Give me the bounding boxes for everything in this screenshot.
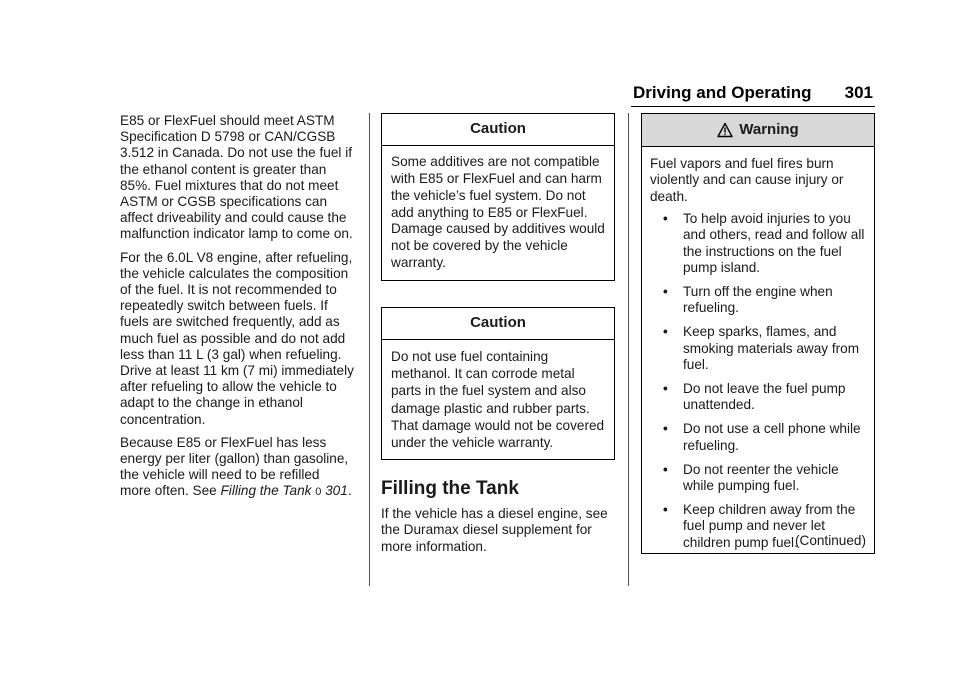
column-middle [381,113,615,562]
list-item: • Keep sparks, flames, and smoking materials away from fuel. [663,324,860,372]
paragraph-diesel-note: If the vehicle has a diesel engine, see the Duramax diesel supplement for more information. [381,506,608,554]
bullet-icon: • [663,502,668,518]
bullet-icon: • [663,211,668,227]
warning-intro: Fuel vapors and fuel fires burn violently and can cause injury or death. [650,156,844,204]
xref-page-number[interactable]: 301 [325,483,348,499]
bullet-icon: • [663,461,668,477]
list-item: • To help avoid injuries to you and others, read and follow all the instructions on the fuel pump island. [663,211,865,275]
caution-body: Do not use fuel containing methanol. It can corrode metal parts in the fuel system and also damage plastic and rubber parts. That damage would not be covered under the vehicle warranty. [391,348,605,450]
list-item: • Keep children away from the fuel pump and never let children pump fuel. [663,502,856,550]
caution-body: Some additives are not compatible with E85 or FlexFuel and can harm the vehicle’s fuel system. Do not add anything to E85 or FlexFuel. Damage caused by additives would not be covered by the vehicle warranty. [391,154,605,270]
list-item: • Do not use a cell phone while refueling. [663,421,861,453]
header-section-title: Driving and Operating [633,83,812,102]
page-ref-icon: 0 [315,486,322,499]
caution-box-methanol [381,307,615,460]
caution-title: Caution [382,114,614,146]
bullet-icon: • [663,324,668,340]
list-item: • Turn off the engine when refueling. [663,284,833,316]
page-header [631,80,875,107]
list-item: • Do not leave the fuel pump unattended. [663,381,846,413]
warning-header [642,114,874,147]
paragraph-v8-refuel: For the 6.0L V8 engine, after refueling, the vehicle calculates the composition of the fuel. It is not recommended to repeatedly switch between fuels. If fuels are switched frequently, add as much fuel as possible and do not add less than 11 L (3 gal) when refueling. Drive at least 11 km (7 mi) immediately after refueling to allow the vehicle to adapt to the change in ethanol concentration. [120,249,354,427]
bullet-icon: • [663,381,668,397]
warning-title: Warning [739,121,799,138]
warning-list [642,211,874,551]
page-number: 301 [844,83,873,102]
continued-label: (Continued) [794,533,866,548]
paragraph-e85-energy-text: Because E85 or FlexFuel has less energy per liter (gallon) than gasoline, the vehicle will need to be refilled more often. See [120,434,349,499]
paragraph-e85-energy [120,435,354,501]
caution-box-additives [381,113,615,281]
section-heading-filling-the-tank: Filling the Tank [381,478,519,500]
bullet-icon: • [663,421,668,437]
column-divider-right [628,113,629,586]
sentence-end: . [347,483,352,499]
warning-triangle-icon [717,122,733,138]
column-divider-left [369,113,370,586]
bullet-icon: • [663,284,668,300]
xref-filling-the-tank[interactable]: Filling the Tank [220,483,312,499]
paragraph-e85-spec: E85 or FlexFuel should meet ASTM Specification D 5798 or CAN/CGSB 3.512 in Canada. Do not use the fuel if the ethanol content is greater than 85%. Fuel mixtures that do not meet ASTM or CGSB specifications can affect driveability and could cause the malfunction indicator lamp to come on. [120,113,353,242]
warning-box-fuel [641,113,875,554]
list-item: • Do not reenter the vehicle while pumping fuel. [663,461,839,494]
column-left [120,113,354,508]
caution-title: Caution [382,308,614,340]
